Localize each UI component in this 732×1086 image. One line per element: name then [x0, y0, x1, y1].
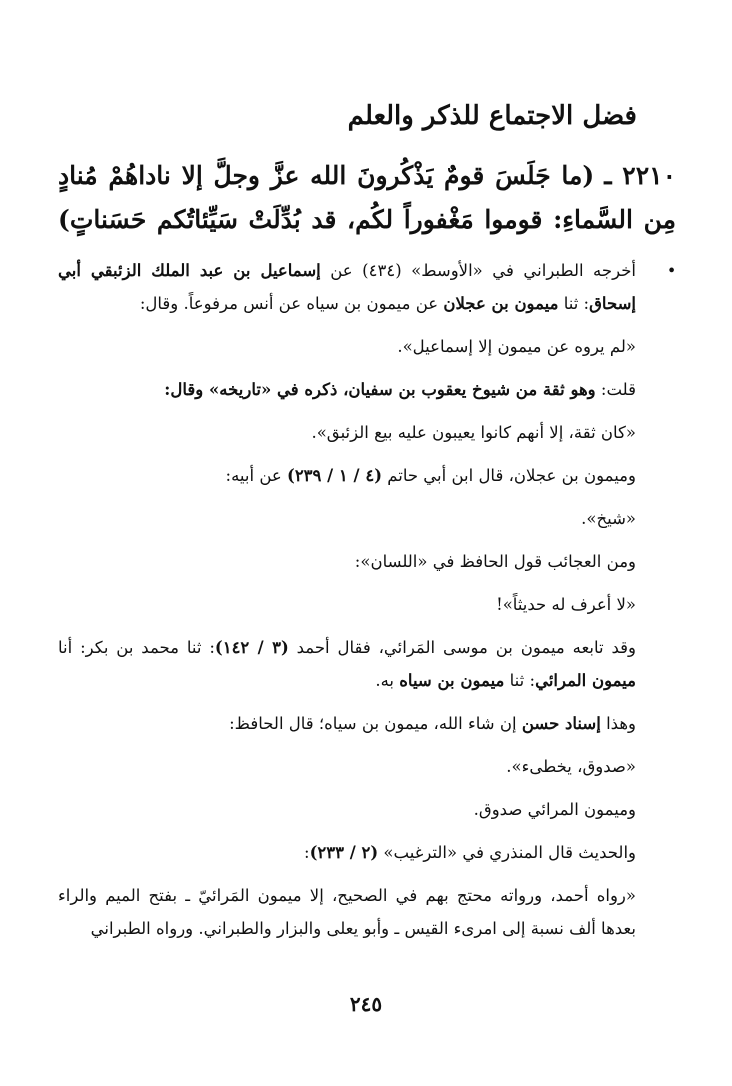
text-run: وقد تابعه ميمون بن موسى المَرائي، فقال أحمد: [288, 638, 637, 657]
paragraph-quote: «رواه أحمد، ورواته محتج بهم في الصحيح، إلا ميمون المَرائيّ ـ بفتح الميم والراء بعدها ألف نسبة إلى امرىء القيس ـ وأبو يعلى والبزار والطبراني. ورواه الطبراني: [58, 886, 637, 938]
paragraph-note: ومن العجائب قول الحافظ في «اللسان»:: [354, 552, 636, 571]
paragraph-quote: «لا أعرف له حديثاً»!: [496, 595, 636, 614]
paragraph-quote: «شيخ».: [581, 509, 636, 528]
section-heading: فضل الاجتماع للذكر والعلم: [347, 101, 637, 131]
bold-run: (٣ / ١٤٢): [214, 638, 289, 657]
bold-run: ميمون المرائي: [535, 671, 636, 690]
hadith-number: ٢٢١٠ ـ: [604, 161, 676, 190]
hadith-body: (ما جَلَسَ قومٌ يَذْكُرونَ الله عزَّ وجلَّ إلا ناداهُمْ مُنادٍ مِن السَّماءِ: قوموا مَغْفوراً لكُم، قد بُدِّلَتْ سَيِّئاتُكم حَسَناتٍ) .: [58, 161, 676, 278]
text-run: :: [304, 843, 310, 862]
paragraph-note: [58, 459, 676, 492]
paragraph-note: [58, 707, 676, 740]
text-run: : ثنا: [558, 294, 590, 313]
paragraph-note: [58, 836, 676, 869]
bold-run: وهو ثقة من شيوخ يعقوب بن سفيان، ذكره في «تاريخه» وقال:: [164, 380, 596, 399]
bold-run: ميمون بن سياه: [399, 671, 505, 690]
text-run: قلت:: [595, 380, 636, 399]
text-run: إن شاء الله، ميمون بن سياه؛ قال الحافظ:: [229, 714, 522, 733]
paragraph-note: [58, 631, 676, 697]
paragraph-quote: «صدوق، يخطىء».: [506, 757, 636, 776]
text-run: : ثنا: [504, 671, 536, 690]
paragraph-takhrij: [58, 254, 676, 320]
paragraph-quote: «كان ثقة، إلا أنهم كانوا يعيبون عليه بيع الزئبق».: [311, 423, 636, 442]
page-number: ٢٤٥: [349, 992, 383, 1016]
text-run: والحديث قال المنذري في «الترغيب»: [378, 843, 636, 862]
paragraph-note: [58, 373, 676, 406]
text-run: به.: [375, 671, 400, 690]
commentary: [58, 254, 676, 945]
text-run: عن أبيه:: [225, 466, 287, 485]
bold-run: إسماعيل بن عبد الملك الزئبقي أبي إسحاق: [58, 261, 636, 313]
bold-run: (٤ / ١ / ٢٣٩): [287, 466, 382, 485]
text-run: وميمون بن عجلان، قال ابن أبي حاتم: [382, 466, 636, 485]
text-run: أخرجه الطبراني في «الأوسط» (٤٣٤) عن: [320, 261, 636, 280]
bold-run: ميمون بن عجلان: [443, 294, 559, 313]
text-run: : ثنا محمد بن بكر: أنا: [58, 638, 215, 657]
text-run: عن ميمون بن سياه عن أنس مرفوعاً. وقال:: [139, 294, 444, 313]
text-run: وهذا: [600, 714, 636, 733]
bold-run: (٢ / ٢٣٣): [309, 843, 379, 862]
paragraph-note: وميمون المرائي صدوق.: [473, 800, 636, 819]
bold-run: إسناد حسن: [521, 714, 601, 733]
paragraph-quote: «لم يروه عن ميمون إلا إسماعيل».: [397, 337, 636, 356]
